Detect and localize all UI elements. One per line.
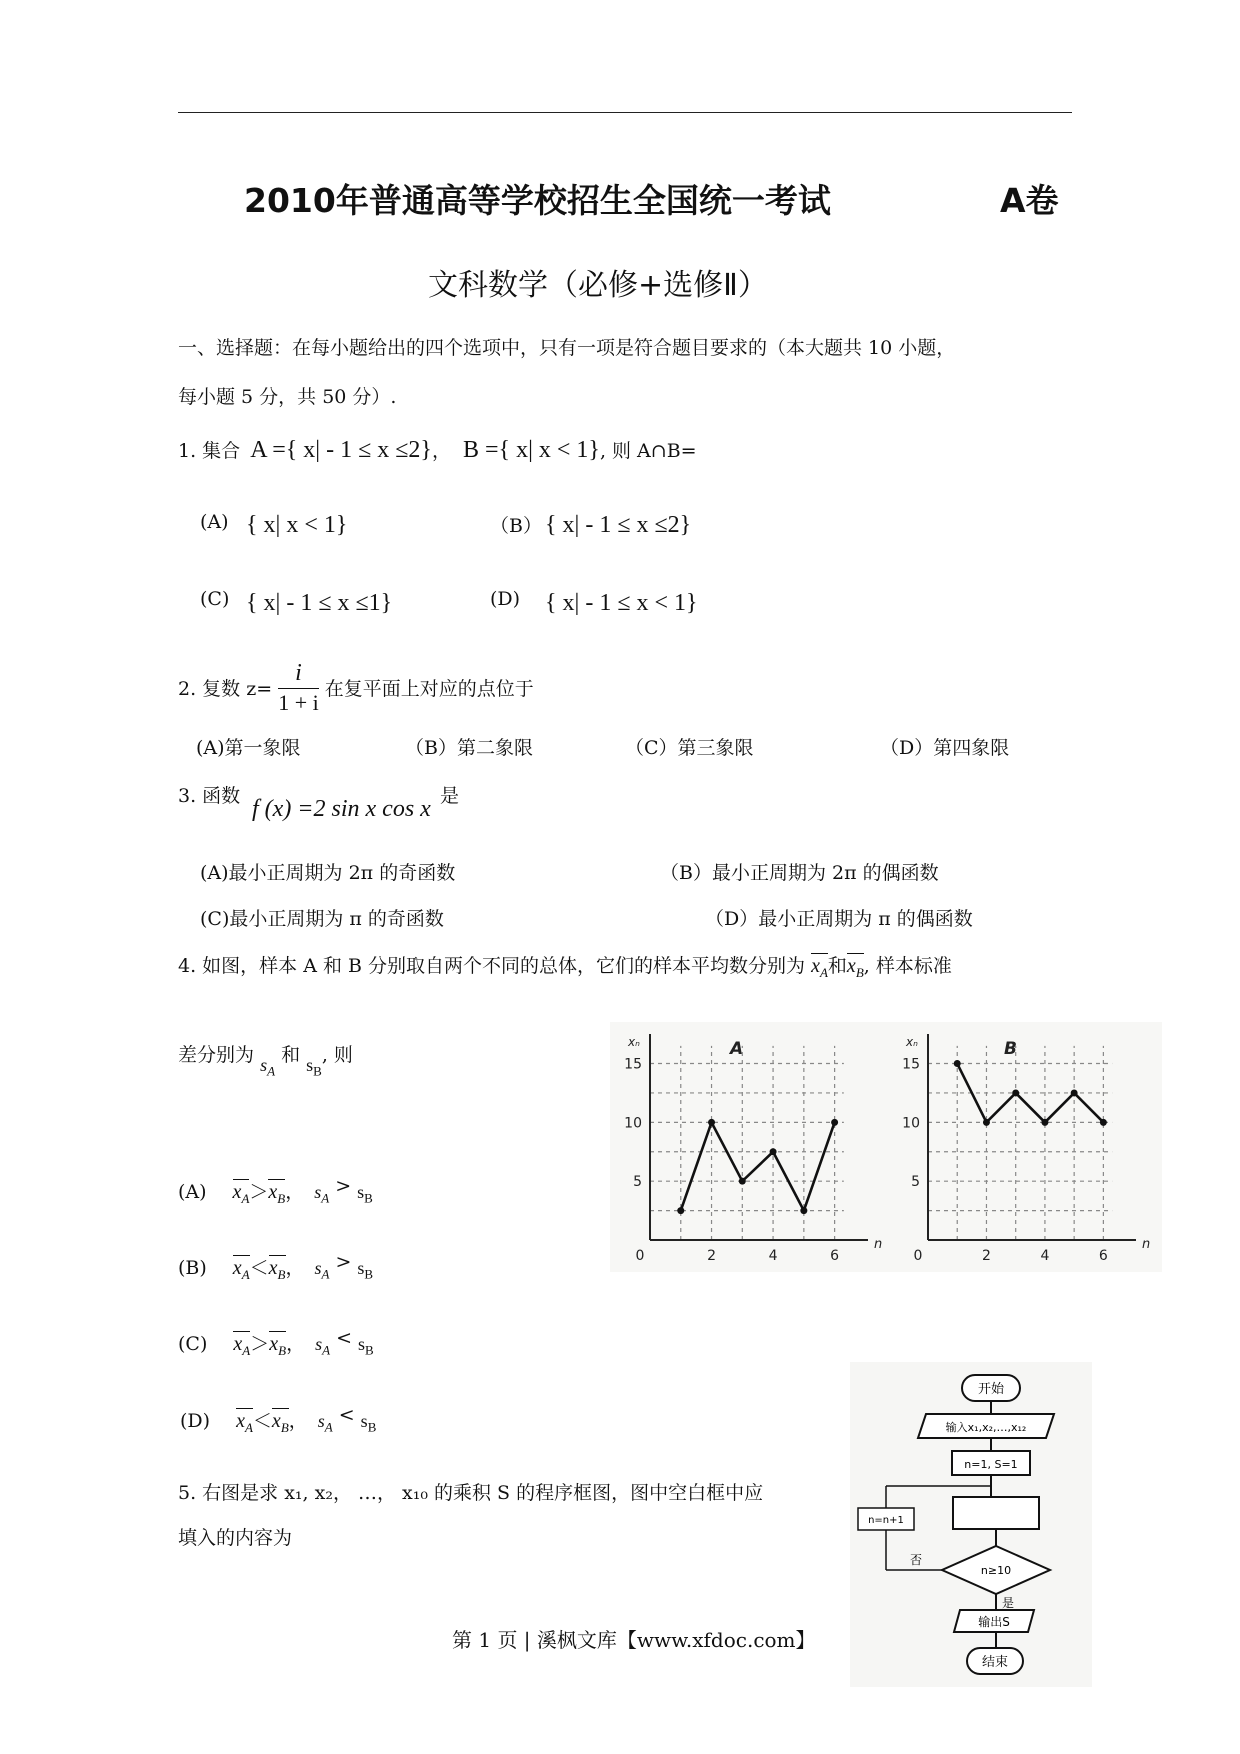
section-instructions-2: 每小题 5 分，共 50 分）. (178, 386, 397, 408)
q4-line1-text: 4. 如图，样本 A 和 B 分别取自两个不同的总体，它们的样本平均数分别为 (178, 955, 806, 977)
q4-option-mean-b-sub: B (277, 1191, 286, 1206)
q1-option-b: { x| - 1 ≤ x ≤2} (545, 512, 692, 538)
y-tick-label: 5 (911, 1174, 920, 1191)
data-point (831, 1119, 838, 1126)
q4-sd-a-sub: A (267, 1063, 276, 1079)
q2-denominator: 1 + i (278, 690, 319, 715)
flow-condition-text: n≥10 (980, 1564, 1012, 1577)
q4-option-mean-b-x: x (268, 1181, 278, 1203)
q1-option-d-label: (D) (490, 588, 521, 610)
q4-option-mean-a-x: x (232, 1181, 242, 1203)
q4-sd-a-s: s (260, 1055, 268, 1075)
exam-title: 2010年普通高等学校招生全国统一考试 (244, 181, 831, 220)
q4-option-mean-a-x: x (236, 1410, 245, 1432)
data-point (770, 1148, 777, 1155)
q4-option-sd-b-s: s (357, 1258, 365, 1278)
q4-option-b (178, 1253, 373, 1283)
y-axis-label: xₙ (628, 1035, 640, 1049)
q4-line2-and: 和 (281, 1044, 301, 1066)
x-axis-label: n (874, 1237, 883, 1252)
data-point (1041, 1119, 1048, 1126)
q4-option-sd-a (314, 1182, 330, 1206)
q4-option-sd-a-s: s (317, 1411, 325, 1431)
q4-option-mean-b-sub: B (280, 1420, 289, 1435)
q4-option-mean-b-x: x (269, 1333, 279, 1355)
q4-option-sep: ， (285, 1257, 305, 1279)
q4-option-mean-b (268, 1179, 285, 1207)
chart-title: A (730, 1039, 744, 1059)
q4-option-cmp1: ＞ (250, 1333, 270, 1355)
section-instructions-1: 一、选择题：在每小题给出的四个选项中，只有一项是符合题目要求的（本大题共 10 小题， (178, 337, 956, 359)
q4-option-cmp2: < (336, 1327, 352, 1349)
x-tick-label: 4 (1040, 1248, 1050, 1264)
q4-option-sd-b-sub: B (365, 1342, 374, 1358)
q1-option-a: { x| x < 1} (246, 512, 348, 538)
q4-option-mean-b (272, 1408, 289, 1436)
data-point (800, 1207, 807, 1214)
q4-option-d (180, 1406, 376, 1436)
flow-no-label: 否 (910, 1553, 923, 1567)
x-tick-label: 2 (707, 1248, 716, 1264)
q4-sd-b (306, 1055, 322, 1079)
q4-option-sd-b (360, 1411, 377, 1435)
data-point (739, 1178, 746, 1185)
flow-output-text: 输出S (978, 1615, 1010, 1629)
flow-increment-text: n=n+1 (868, 1515, 904, 1526)
q1-option-c-label: (C) (200, 588, 230, 610)
q1-comma: ， (431, 440, 451, 462)
q4-option-mean-a-x: x (232, 1257, 242, 1279)
q3-option-c: (C)最小正周期为 π 的奇函数 (200, 908, 444, 930)
q4-option-cmp2: > (335, 1175, 352, 1197)
q2-numerator: i (278, 658, 319, 689)
q4-option-sep: ， (286, 1333, 306, 1355)
q4-option-mean-a-sub: A (241, 1191, 250, 1206)
q4-option-mean-a (236, 1408, 253, 1436)
q4-charts-figure (610, 1022, 1162, 1272)
q4-option-label: (C) (178, 1333, 208, 1355)
q4-sd-b-s: s (306, 1055, 314, 1075)
q1-set-b: B ={ x| x < 1} (463, 437, 600, 463)
y-tick-label: 10 (624, 1115, 642, 1132)
q2-option-c: （C）第三象限 (625, 737, 754, 759)
q4-option-sep: ， (288, 1410, 308, 1432)
q1-option-b-label: （B） (490, 515, 542, 537)
q4-stem-line2 (178, 1040, 353, 1079)
q4-option-sd-a-s: s (314, 1258, 322, 1278)
q1-lead: 1. 集合 (178, 440, 241, 462)
x-tick-label: 2 (982, 1248, 991, 1264)
q1-tail: , 则 A∩B= (599, 440, 697, 462)
q1-set-a: A ={ x| - 1 ≤ x ≤2} (250, 437, 432, 463)
x-tick-label: 4 (768, 1248, 778, 1264)
q4-option-sd-a (317, 1411, 333, 1435)
q4-option-sd-a (314, 1258, 330, 1282)
y-tick-label: 5 (633, 1174, 642, 1191)
q4-option-sd-a-sub: A (321, 1190, 330, 1206)
q4-option-mean-a-sub: A (244, 1420, 253, 1435)
data-point (677, 1207, 684, 1214)
flow-start-text: 开始 (977, 1382, 1005, 1397)
q4-line2-tail: , 则 (321, 1044, 353, 1066)
q4-option-sd-a-s: s (314, 1182, 322, 1202)
exam-subtitle: 文科数学（必修+选修Ⅱ） (428, 268, 768, 303)
data-point (983, 1119, 990, 1126)
flow-end-text: 结束 (981, 1655, 1009, 1670)
q4-option-cmp2: > (335, 1251, 352, 1273)
x-tick-label: 6 (1098, 1248, 1108, 1264)
q4-option-mean-a (233, 1331, 250, 1359)
q4-option-mean-b-x: x (268, 1257, 278, 1279)
q4-option-sd-b-s: s (357, 1182, 365, 1202)
x-tick-label: 0 (635, 1248, 645, 1264)
header-rule (178, 112, 1072, 113)
q4-option-mean-b (269, 1331, 286, 1359)
flow-init-text: n=1, S=1 (964, 1458, 1018, 1471)
q4-mean-b-x: x (846, 955, 856, 977)
q3-option-d: （D）最小正周期为 π 的偶函数 (705, 908, 973, 930)
q4-sd-a (260, 1055, 276, 1079)
q2-lead: 2. 复数 z= (178, 678, 273, 700)
x-tick-label: 6 (830, 1248, 840, 1264)
q5-stem-line2: 填入的内容为 (178, 1527, 293, 1549)
flow-blank-box (953, 1497, 1039, 1529)
figure-background (610, 1022, 1162, 1272)
q4-option-mean-b (269, 1255, 286, 1283)
q1-option-d: { x| - 1 ≤ x < 1} (545, 590, 698, 616)
q4-option-sd-b (357, 1334, 374, 1358)
q4-option-a (178, 1177, 373, 1207)
q4-and: 和 (827, 955, 847, 977)
q4-line1-tail: , 样本标准 (863, 955, 952, 977)
q4-option-sd-a-sub: A (324, 1419, 333, 1435)
x-axis-label: n (1142, 1237, 1151, 1252)
q4-option-label: (A) (178, 1181, 207, 1203)
q4-option-sd-b (357, 1258, 374, 1282)
y-tick-label: 15 (902, 1056, 920, 1073)
q1-option-c: { x| - 1 ≤ x ≤1} (246, 590, 393, 616)
q1-option-a-label: (A) (200, 511, 229, 533)
q4-mean-a (811, 953, 828, 981)
q1-stem (178, 436, 697, 464)
flowchart (850, 1362, 1092, 1687)
y-axis-label: xₙ (906, 1035, 918, 1049)
q4-option-mean-a-sub: A (241, 1267, 250, 1282)
data-point (1071, 1089, 1078, 1096)
page-footer: 第 1 页 | 溪枫文库【www.xfdoc.com】 (452, 1628, 816, 1652)
q4-option-mean-a (233, 1255, 250, 1283)
q3-option-a: (A)最小正周期为 2π 的奇函数 (200, 862, 456, 884)
q4-mean-b (847, 953, 864, 981)
q2-stem (178, 658, 534, 717)
q4-option-mean-b-sub: B (278, 1343, 287, 1358)
q4-stem-line1 (178, 951, 952, 981)
q2-fraction (278, 658, 319, 717)
q4-option-label: (B) (178, 1257, 207, 1279)
q3-formula: f (x) =2 sin x cos x (252, 796, 431, 822)
flow-input-text: 输入x₁,x₂,…,x₁₂ (945, 1421, 1027, 1434)
q4-mean-a-sub: A (819, 965, 828, 980)
q5-stem-line1: 5. 右图是求 x₁, x₂， …， x₁₀ 的乘积 S 的程序框图，图中空白框中应 (178, 1482, 764, 1504)
flow-yes-label: 是 (1002, 1596, 1015, 1610)
q4-option-sd-b-sub: B (364, 1190, 373, 1206)
q4-option-sd-b-sub: B (367, 1419, 377, 1435)
chart-title: B (1004, 1039, 1017, 1059)
q4-option-mean-a-x: x (233, 1333, 243, 1355)
q4-sd-b-sub: B (313, 1063, 322, 1079)
q2-option-a: (A)第一象限 (196, 737, 301, 759)
q4-mean-b-sub: B (855, 965, 864, 980)
q4-option-sd-a-sub: A (321, 1266, 330, 1282)
q3-tail: 是 (440, 785, 460, 807)
q4-option-cmp1: ＞ (249, 1181, 269, 1203)
q4-option-c (178, 1329, 374, 1359)
x-tick-label: 0 (913, 1248, 923, 1264)
q4-line2-text: 差分别为 (178, 1044, 255, 1066)
q4-option-sep: ， (285, 1181, 305, 1203)
q4-option-sd-b-s: s (357, 1334, 365, 1354)
paper-label: A卷 (1000, 181, 1059, 220)
y-tick-label: 10 (902, 1115, 920, 1132)
data-point (954, 1060, 961, 1067)
y-tick-label: 15 (624, 1056, 642, 1073)
q4-option-sd-b-sub: B (364, 1266, 374, 1282)
data-point (1100, 1119, 1107, 1126)
q2-option-b: （B）第二象限 (405, 737, 533, 759)
data-point (1012, 1089, 1019, 1096)
q4-option-label: (D) (180, 1410, 211, 1432)
q4-option-mean-b-sub: B (277, 1267, 286, 1282)
q4-option-cmp1: ＜ (249, 1257, 269, 1279)
q3-lead: 3. 函数 (178, 785, 241, 807)
q4-option-mean-b-x: x (271, 1410, 281, 1432)
q4-option-cmp2: < (338, 1404, 355, 1426)
q4-mean-a-x: x (811, 955, 820, 977)
q2-tail: 在复平面上对应的点位于 (324, 678, 534, 700)
q3-option-b: （B）最小正周期为 2π 的偶函数 (660, 862, 939, 884)
q2-option-d: （D）第四象限 (880, 737, 1010, 759)
q4-option-sd-a (315, 1334, 331, 1358)
q4-option-sd-a-sub: A (322, 1342, 331, 1358)
q4-option-cmp1: ＜ (252, 1410, 272, 1432)
q4-option-sd-a-s: s (315, 1334, 323, 1354)
q4-option-mean-a-sub: A (242, 1343, 251, 1358)
q4-option-sd-b (357, 1182, 373, 1206)
data-point (708, 1119, 715, 1126)
q4-option-sd-b-s: s (360, 1411, 368, 1431)
q4-option-mean-a (233, 1179, 250, 1207)
